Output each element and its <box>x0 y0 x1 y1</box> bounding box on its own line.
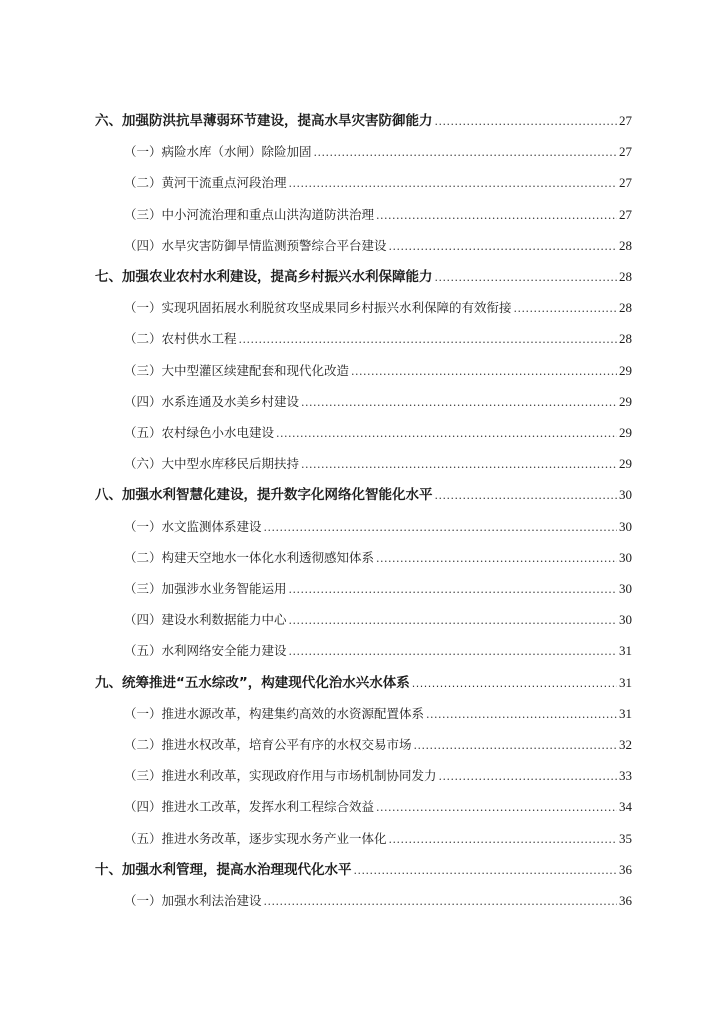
toc-subsection-entry[interactable] <box>124 324 632 354</box>
toc-entry-title: （一）推进水源改革，构建集约高效的水资源配置体系 <box>124 705 425 721</box>
toc-subsection-entry[interactable] <box>124 418 632 448</box>
dot-leader <box>426 700 617 729</box>
toc-entry-title: （三）中小河流治理和重点山洪沟道防洪治理 <box>124 206 375 222</box>
toc-subsection-entry[interactable] <box>124 387 632 417</box>
toc-page-number: 30 <box>619 549 632 565</box>
dot-leader <box>289 575 617 604</box>
toc-entry-title: （一）实现巩固拓展水利脱贫攻坚成果同乡村振兴水利保障的有效衔接 <box>124 300 512 316</box>
toc-entry-title: （四）水系连通及水美乡村建设 <box>124 393 300 409</box>
dot-leader <box>301 450 617 479</box>
toc-page-number: 36 <box>619 861 632 877</box>
toc-entry-title: （一）病险水库（水闸）除险加固 <box>124 144 312 160</box>
toc-entry-title: （五）农村绿色小水电建设 <box>124 425 275 440</box>
toc-entry-title: （四）推进水工改革，发挥水利工程综合效益 <box>124 799 375 815</box>
dot-leader <box>376 793 617 822</box>
dot-leader <box>276 419 617 448</box>
toc-subsection-entry[interactable] <box>124 356 632 386</box>
dot-leader <box>435 107 618 136</box>
toc-subsection-entry[interactable] <box>124 792 632 822</box>
dot-leader <box>354 856 618 885</box>
toc-entry-title: 七、加强农业农村水利建设，提高乡村振兴水利保障能力 <box>95 269 433 285</box>
dot-leader <box>351 357 617 386</box>
dot-leader <box>376 201 617 230</box>
dot-leader <box>314 138 617 167</box>
toc-entry-title: （三）加强涉水业务智能运用 <box>124 581 287 596</box>
toc-subsection-entry[interactable] <box>124 699 632 729</box>
toc-page-number: 27 <box>619 175 632 191</box>
dot-leader <box>414 731 617 760</box>
toc-page-number: 35 <box>619 830 632 846</box>
toc-entry-title: （四）建设水利数据能力中心 <box>124 612 287 628</box>
toc-subsection-entry[interactable] <box>124 824 632 854</box>
dot-leader <box>439 762 617 791</box>
dot-leader <box>376 544 617 573</box>
dot-leader <box>389 232 617 261</box>
toc-entry-title: （二）构建天空地水一体化水利透彻感知体系 <box>124 549 375 565</box>
toc-entry-title: 九、统筹推进“五水综改”，构建现代化治水兴水体系 <box>95 674 410 691</box>
toc-page-number: 34 <box>619 799 632 815</box>
dot-leader <box>264 513 617 542</box>
toc-subsection-entry[interactable] <box>124 605 632 635</box>
toc-page-number: 31 <box>619 674 632 690</box>
toc-entry-title: （六）大中型水库移民后期扶持 <box>124 456 300 472</box>
toc-subsection-entry[interactable] <box>124 636 632 666</box>
toc-page-number: 31 <box>619 705 632 721</box>
toc-page-number: 31 <box>619 643 632 659</box>
toc-page-number: 28 <box>619 237 632 253</box>
toc-page-number: 28 <box>619 269 632 284</box>
toc-page-number: 33 <box>619 768 632 784</box>
toc-subsection-entry[interactable] <box>124 293 632 323</box>
toc-page-number: 36 <box>619 893 632 908</box>
toc-entry-title: （四）水旱灾害防御旱情监测预警综合平台建设 <box>124 237 387 253</box>
toc-page-number: 27 <box>619 144 632 160</box>
dot-leader <box>289 606 617 635</box>
toc-section-heading[interactable] <box>95 855 632 885</box>
dot-leader <box>289 637 617 666</box>
toc-page-number: 30 <box>619 518 632 534</box>
toc-page-number: 30 <box>619 581 632 596</box>
toc-entry-title: （二）推进水权改革，培育公平有序的水权交易市场 <box>124 737 412 752</box>
toc-entry-title: （一）加强水利法治建设 <box>124 893 262 908</box>
toc-subsection-entry[interactable] <box>124 200 632 230</box>
toc-subsection-entry[interactable] <box>124 543 632 573</box>
dot-leader <box>239 325 617 354</box>
toc-page-number: 29 <box>619 456 632 472</box>
toc-entry-title: （三）推进水利改革，实现政府作用与市场机制协同发力 <box>124 768 437 784</box>
toc-section-heading[interactable] <box>95 106 632 136</box>
toc-page-number: 28 <box>619 331 632 347</box>
dot-leader <box>435 263 618 292</box>
toc-entry-title: （一）水文监测体系建设 <box>124 518 262 534</box>
toc-subsection-entry[interactable] <box>124 231 632 261</box>
dot-leader <box>264 887 617 916</box>
toc-entry-title: 八、加强水利智慧化建设，提升数字化网络化智能化水平 <box>95 487 433 504</box>
dot-leader <box>435 481 618 510</box>
toc-subsection-entry[interactable] <box>124 761 632 791</box>
toc-page-number: 32 <box>619 737 632 752</box>
toc-section-heading[interactable] <box>95 480 632 510</box>
toc-entry-title: （三）大中型灌区续建配套和现代化改造 <box>124 362 350 378</box>
dot-leader <box>301 388 617 417</box>
toc-entry-title: （二）黄河干流重点河段治理 <box>124 175 287 191</box>
toc-page-number: 29 <box>619 362 632 378</box>
toc-entry-title: （五）水利网络安全能力建设 <box>124 643 287 659</box>
toc-subsection-entry[interactable] <box>124 168 632 198</box>
toc-entry-title: 六、加强防洪抗旱薄弱环节建设，提高水旱灾害防御能力 <box>95 113 433 129</box>
toc-entry-title: （五）推进水务改革，逐步实现水务产业一体化 <box>124 830 387 846</box>
toc-section-heading[interactable] <box>95 668 632 698</box>
toc-subsection-entry[interactable] <box>124 137 632 167</box>
toc-entry-title: 十、加强水利管理，提高水治理现代化水平 <box>95 861 352 878</box>
toc-subsection-entry[interactable] <box>124 512 632 542</box>
toc-subsection-entry[interactable] <box>124 574 632 604</box>
dot-leader <box>412 669 617 698</box>
dot-leader <box>389 825 617 854</box>
toc-page-number: 30 <box>619 612 632 628</box>
toc-page-number: 30 <box>619 487 632 503</box>
dot-leader <box>289 169 617 198</box>
toc-page-number: 29 <box>619 425 632 440</box>
toc-page-number: 27 <box>619 113 632 128</box>
toc-entry-title: （二）农村供水工程 <box>124 331 237 347</box>
toc-section-heading[interactable] <box>95 262 632 292</box>
dot-leader <box>514 294 617 323</box>
toc-subsection-entry[interactable] <box>124 449 632 479</box>
toc-page-number: 28 <box>619 300 632 316</box>
toc-page-number: 29 <box>619 393 632 409</box>
toc-page-number: 27 <box>619 206 632 222</box>
toc-subsection-entry[interactable] <box>124 886 632 916</box>
toc-subsection-entry[interactable] <box>124 730 632 760</box>
